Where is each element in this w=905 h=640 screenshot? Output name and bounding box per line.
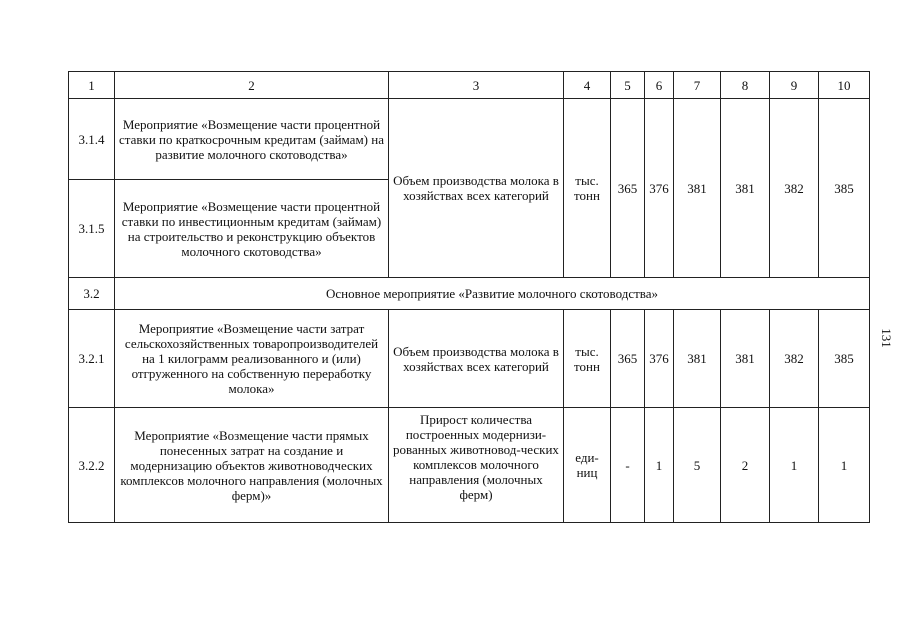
value-cell: 1 (645, 408, 674, 523)
value-cell: 376 (645, 99, 674, 278)
value-cell: 5 (674, 408, 721, 523)
row-code: 3.2 (69, 278, 115, 310)
table-row (69, 310, 870, 408)
measure-name: Мероприятие «Возмещение части процентной ставки по краткосрочным кредитам (займам) на развитие молочного скотоводства» (115, 99, 389, 180)
value-cell: 1 (770, 408, 819, 523)
row-code: 3.2.2 (69, 408, 115, 523)
value-cell: 382 (770, 99, 819, 278)
main-measure-name: Основное мероприятие «Развитие молочного скотоводства» (115, 278, 870, 310)
indicator-name: Объем производства молока в хозяйствах всех категорий (389, 310, 564, 408)
value-cell: 381 (674, 99, 721, 278)
value-cell: 2 (721, 408, 770, 523)
measure-name: Мероприятие «Возмещение части затрат сельскохозяйственных товаропроизводителей на 1 килограмм реализованного и (или) отгруженного на собственную переработку молока» (115, 310, 389, 408)
value-cell: 365 (611, 310, 645, 408)
header-cell: 7 (674, 72, 721, 99)
row-code: 3.2.1 (69, 310, 115, 408)
value-cell: 376 (645, 310, 674, 408)
unit-cell: тыс. тонн (564, 310, 611, 408)
row-code: 3.1.4 (69, 99, 115, 180)
value-cell: 385 (819, 99, 870, 278)
header-cell: 2 (115, 72, 389, 99)
value-cell: - (611, 408, 645, 523)
header-cell: 8 (721, 72, 770, 99)
header-cell: 5 (611, 72, 645, 99)
table-row (69, 408, 870, 523)
unit-cell: тыс. тонн (564, 99, 611, 278)
header-cell: 1 (69, 72, 115, 99)
program-table (68, 71, 870, 523)
header-cell: 4 (564, 72, 611, 99)
measure-name: Мероприятие «Возмещение части прямых понесенных затрат на создание и модернизацию объектов животноводческих комплексов молочного направления (молочных ферм)» (115, 408, 389, 523)
value-cell: 381 (721, 310, 770, 408)
header-row (69, 72, 870, 99)
value-cell: 382 (770, 310, 819, 408)
indicator-name: Объем производства молока в хозяйствах всех категорий (389, 99, 564, 278)
header-cell: 10 (819, 72, 870, 99)
unit-cell: еди-ниц (564, 408, 611, 523)
table-row (69, 99, 870, 180)
header-cell: 9 (770, 72, 819, 99)
page-number: 131 (878, 328, 894, 348)
value-cell: 381 (721, 99, 770, 278)
header-cell: 6 (645, 72, 674, 99)
row-code: 3.1.5 (69, 180, 115, 278)
value-cell: 1 (819, 408, 870, 523)
value-cell: 385 (819, 310, 870, 408)
measure-name: Мероприятие «Возмещение части процентной ставки по инвестиционным кредитам (займам) на строительство и реконструкцию объектов молочного скотоводства» (115, 180, 389, 278)
indicator-name: Прирост количества построенных модернизи-рованных животновод-ческих комплексов молочного направления (молочных ферм) (389, 408, 564, 523)
table-row (69, 278, 870, 310)
header-cell: 3 (389, 72, 564, 99)
value-cell: 365 (611, 99, 645, 278)
value-cell: 381 (674, 310, 721, 408)
